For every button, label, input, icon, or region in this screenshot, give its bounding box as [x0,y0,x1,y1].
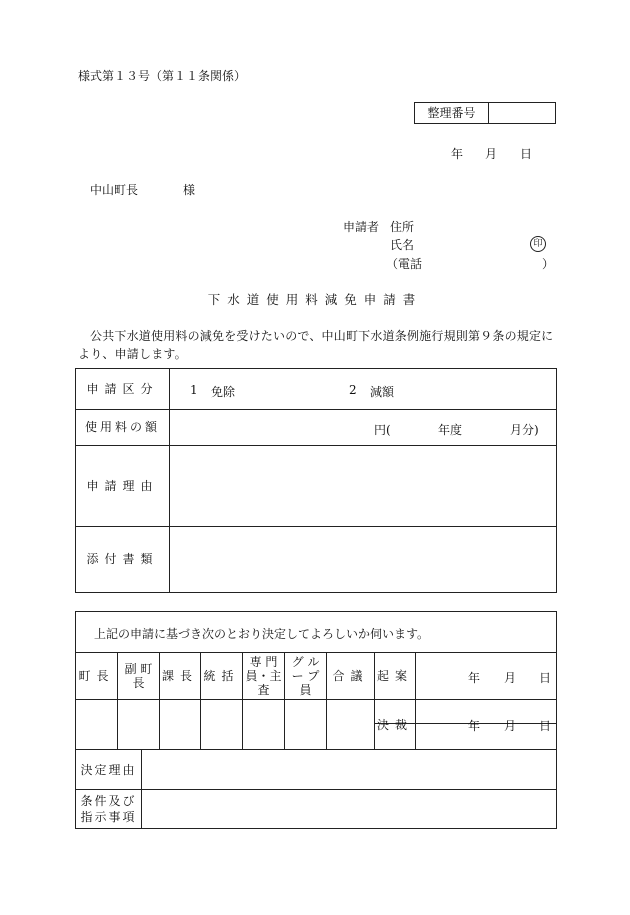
decision-reason-label: 決定理由 [80,762,137,777]
header-group-member [285,652,326,699]
conditions-line2: 指示事項 [80,810,137,824]
application-reason-field[interactable] [171,447,554,524]
decision-intro: 上記の申請に基づき次のとおり決定してよろしいか伺います。 [94,627,430,641]
date-day: 日 [520,147,533,161]
settle-day: 日 [539,719,552,733]
header-deputy-mayor [118,652,159,699]
address-label: 住所 [390,220,415,234]
form-number: 様式第１３号（第１１条関係） [78,69,247,83]
applicant-label: 申請者 [343,220,380,234]
fee-amount-label: 使用料の額 [84,420,160,434]
seal-icon: 印 [530,236,546,252]
draft-month: 月 [504,671,517,685]
month-part-label: 月分) [510,423,539,437]
attachments-field[interactable] [171,528,554,590]
header-section-chief: 課長 [161,668,198,683]
fiscal-year-label: 年度 [438,423,463,437]
addressee-name: 中山町長 [90,183,139,197]
header-specialist-line1: 専 門 [249,654,278,669]
reference-number-value[interactable] [489,103,555,123]
option-reduction[interactable]: 減額 [370,385,395,399]
header-specialist-line2: 員・主 [245,668,282,683]
application-table [75,368,557,593]
header-council: 合議 [332,668,369,683]
header-specialist [243,652,284,699]
header-deputy-line2: 長 [132,675,145,690]
header-group-line2: ー プ [291,668,320,683]
option-reduction-number: 2 [349,383,357,397]
draft-day: 日 [539,671,552,685]
conditions-label [76,790,141,828]
header-specialist-line3: 査 [257,682,270,697]
phone-close: ） [542,257,555,271]
addressee-honorific: 様 [183,183,196,197]
option-exemption-number: 1 [190,383,198,397]
option-exemption[interactable]: 免除 [211,385,236,399]
header-general: 統括 [203,668,240,683]
header-mayor: 町長 [78,668,115,683]
intro-paragraph: 公共下水道使用料の減免を受けたいので、中山町下水道条例施行規則第９条の規定により、申請します。 [78,329,554,361]
header-group-line3: 員 [299,682,312,697]
decision-table [75,611,557,829]
header-draft: 起案 [376,668,413,683]
draft-year: 年 [468,671,481,685]
reference-number-label: 整理番号 [427,106,476,120]
settle-year: 年 [468,719,481,733]
decision-reason-field[interactable] [143,751,553,787]
attachments-label: 添付書類 [86,552,159,566]
conditions-line1: 条件及び [80,794,137,808]
name-label: 氏名 [390,238,415,252]
application-reason-label: 申請理由 [86,478,159,493]
date-year: 年 [451,147,464,161]
fee-yen-label: 円( [374,423,391,437]
phone-open: （電話 [386,257,423,271]
date-month: 月 [485,147,498,161]
settle-month: 月 [504,719,517,733]
header-settle: 決裁 [376,717,413,732]
header-group-line1: グ ル [291,654,320,669]
reference-number-box [414,102,556,124]
application-type-label: 申請区分 [86,382,159,396]
header-deputy-line1: 副 町 [124,661,153,676]
conditions-field[interactable] [143,791,553,826]
document-title: 下水道使用料減免申請書 [207,292,423,307]
